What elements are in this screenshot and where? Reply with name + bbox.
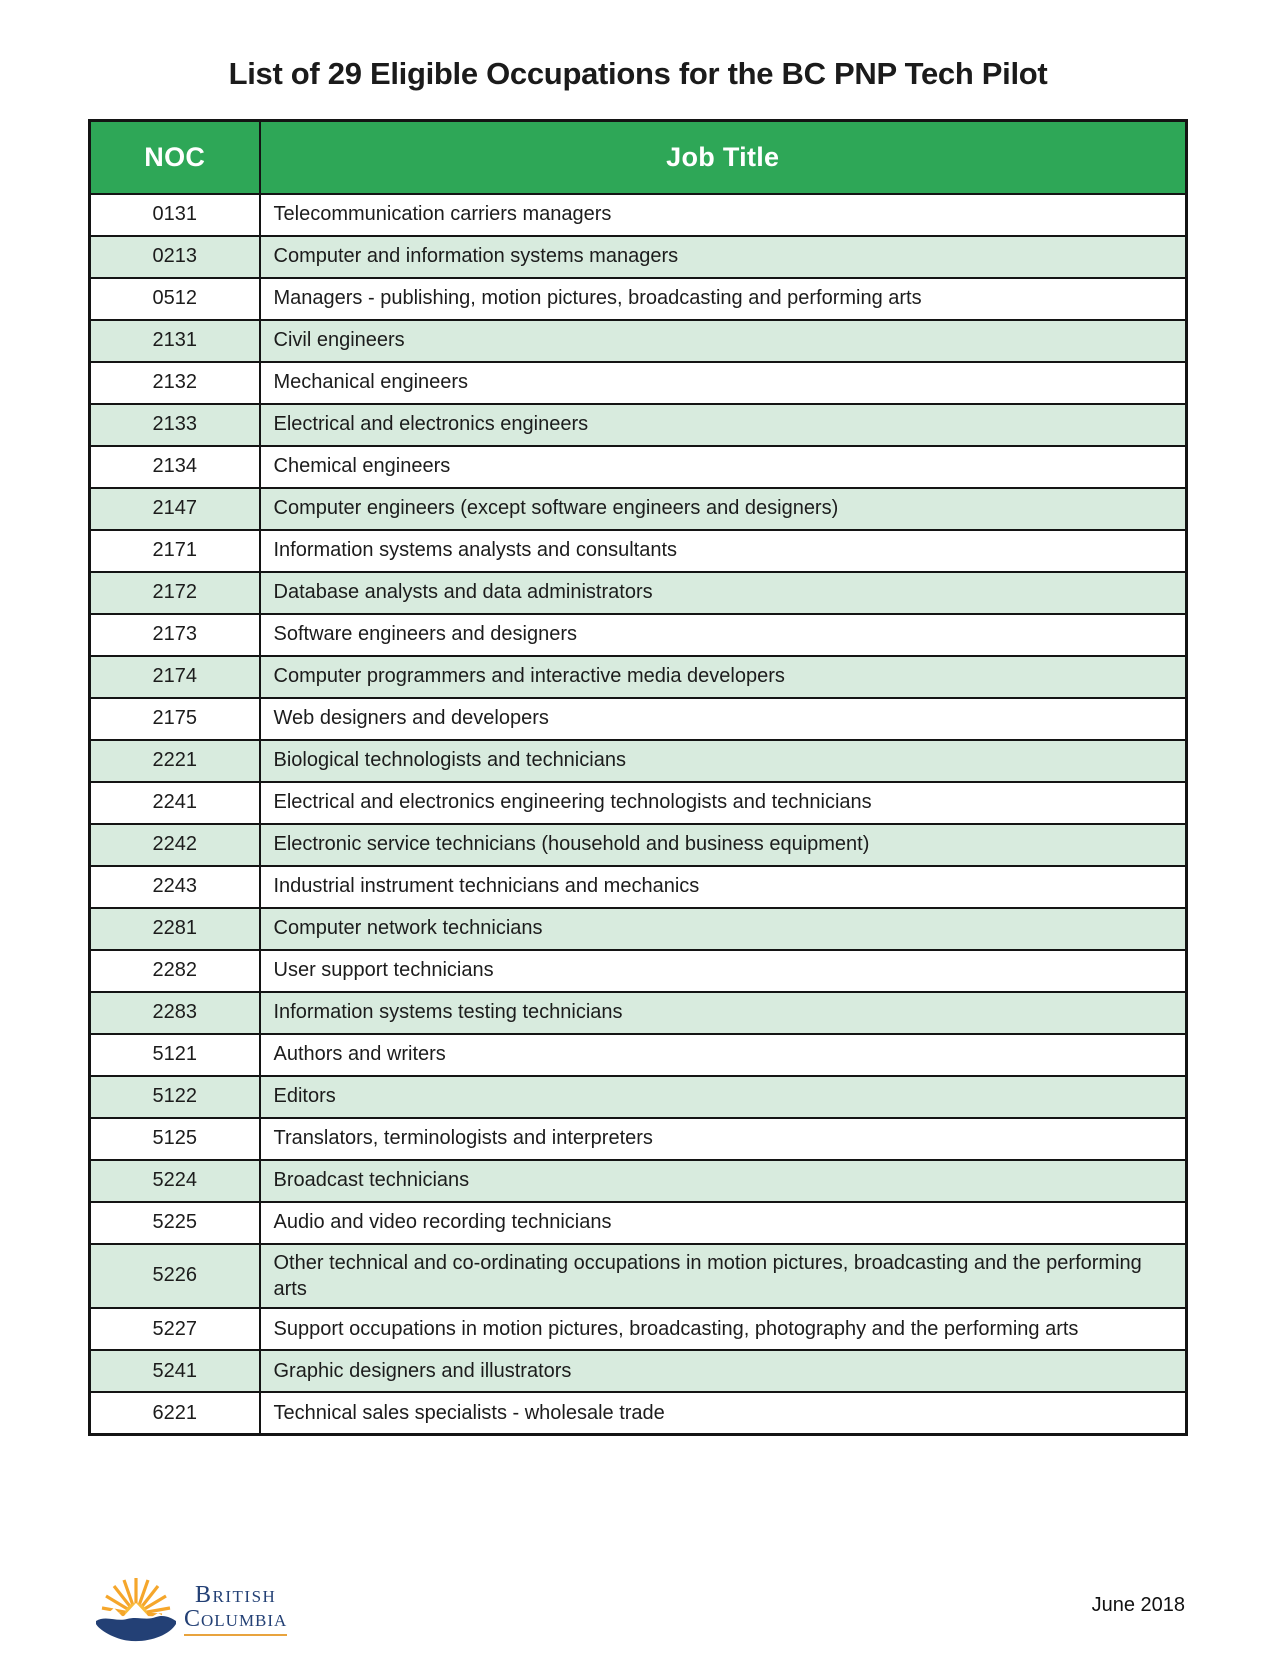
- noc-code-cell: 5125: [90, 1118, 260, 1160]
- job-title-cell: Graphic designers and illustrators: [260, 1350, 1187, 1392]
- table-row: [90, 278, 1187, 320]
- table-row: [90, 824, 1187, 866]
- job-title-cell: Authors and writers: [260, 1034, 1187, 1076]
- table-row: [90, 1202, 1187, 1244]
- occupations-table: [88, 119, 1188, 1436]
- table-row: [90, 740, 1187, 782]
- table-row: [90, 1118, 1187, 1160]
- noc-code-cell: 2171: [90, 530, 260, 572]
- job-title-cell: Other technical and co-ordinating occupations in motion pictures, broadcasting and the performing arts: [260, 1244, 1187, 1309]
- table-row: [90, 1308, 1187, 1350]
- noc-code-cell: 2243: [90, 866, 260, 908]
- occupations-table-body: [90, 194, 1187, 1435]
- noc-code-cell: 2134: [90, 446, 260, 488]
- job-title-cell: Computer and information systems managers: [260, 236, 1187, 278]
- page-footer: [0, 1566, 1280, 1656]
- table-row: [90, 698, 1187, 740]
- table-row: [90, 194, 1187, 236]
- table-row: [90, 950, 1187, 992]
- job-title-cell: Managers - publishing, motion pictures, broadcasting and performing arts: [260, 278, 1187, 320]
- bc-logo-line2: Columbia: [184, 1607, 287, 1636]
- noc-code-cell: 6221: [90, 1392, 260, 1434]
- job-title-cell: Telecommunication carriers managers: [260, 194, 1187, 236]
- noc-code-cell: 2282: [90, 950, 260, 992]
- table-row: [90, 404, 1187, 446]
- table-row: [90, 488, 1187, 530]
- footer-date: June 2018: [1091, 1594, 1185, 1616]
- noc-code-cell: 5226: [90, 1244, 260, 1309]
- noc-code-cell: 5224: [90, 1160, 260, 1202]
- table-header: [90, 121, 1187, 194]
- table-row: [90, 656, 1187, 698]
- table-row: [90, 1034, 1187, 1076]
- table-row: [90, 1244, 1187, 1309]
- job-title-cell: Civil engineers: [260, 320, 1187, 362]
- noc-code-cell: 0512: [90, 278, 260, 320]
- noc-code-cell: 5122: [90, 1076, 260, 1118]
- noc-code-cell: 2241: [90, 782, 260, 824]
- table-row: [90, 1160, 1187, 1202]
- table-row: [90, 1392, 1187, 1434]
- table-row: [90, 866, 1187, 908]
- noc-code-cell: 0131: [90, 194, 260, 236]
- bc-government-logo: [90, 1570, 287, 1648]
- job-title-cell: Electrical and electronics engineers: [260, 404, 1187, 446]
- job-title-cell: Software engineers and designers: [260, 614, 1187, 656]
- job-title-cell: Computer network technicians: [260, 908, 1187, 950]
- table-row: [90, 446, 1187, 488]
- header-cell-noc: NOC: [90, 121, 260, 194]
- job-title-cell: Biological technologists and technicians: [260, 740, 1187, 782]
- job-title-cell: Electronic service technicians (household and business equipment): [260, 824, 1187, 866]
- noc-code-cell: 5227: [90, 1308, 260, 1350]
- table-row: [90, 236, 1187, 278]
- noc-code-cell: 0213: [90, 236, 260, 278]
- job-title-cell: Database analysts and data administrators: [260, 572, 1187, 614]
- noc-code-cell: 2242: [90, 824, 260, 866]
- header-cell-job-title: Job Title: [260, 121, 1187, 194]
- table-row: [90, 782, 1187, 824]
- noc-code-cell: 2174: [90, 656, 260, 698]
- table-row: [90, 1350, 1187, 1392]
- table-row: [90, 320, 1187, 362]
- table-row: [90, 908, 1187, 950]
- job-title-cell: Audio and video recording technicians: [260, 1202, 1187, 1244]
- job-title-cell: Mechanical engineers: [260, 362, 1187, 404]
- job-title-cell: Web designers and developers: [260, 698, 1187, 740]
- job-title-cell: Editors: [260, 1076, 1187, 1118]
- noc-code-cell: 2147: [90, 488, 260, 530]
- bc-logo-line1: British: [195, 1581, 277, 1608]
- job-title-cell: Electrical and electronics engineering technologists and technicians: [260, 782, 1187, 824]
- job-title-cell: Broadcast technicians: [260, 1160, 1187, 1202]
- table-row: [90, 1076, 1187, 1118]
- noc-code-cell: 2133: [90, 404, 260, 446]
- table-header-row: [90, 121, 1187, 194]
- noc-code-cell: 2221: [90, 740, 260, 782]
- noc-code-cell: 2172: [90, 572, 260, 614]
- table-row: [90, 614, 1187, 656]
- job-title-cell: Computer programmers and interactive media developers: [260, 656, 1187, 698]
- job-title-cell: User support technicians: [260, 950, 1187, 992]
- noc-code-cell: 2283: [90, 992, 260, 1034]
- job-title-cell: Technical sales specialists - wholesale trade: [260, 1392, 1187, 1434]
- job-title-cell: Information systems testing technicians: [260, 992, 1187, 1034]
- noc-code-cell: 2132: [90, 362, 260, 404]
- table-row: [90, 362, 1187, 404]
- table-row: [90, 572, 1187, 614]
- table-row: [90, 530, 1187, 572]
- bc-sunburst-icon: [90, 1570, 182, 1648]
- noc-code-cell: 2173: [90, 614, 260, 656]
- noc-code-cell: 2175: [90, 698, 260, 740]
- job-title-cell: Support occupations in motion pictures, broadcasting, photography and the performing arts: [260, 1308, 1187, 1350]
- job-title-cell: Information systems analysts and consultants: [260, 530, 1187, 572]
- noc-code-cell: 2131: [90, 320, 260, 362]
- table-row: [90, 992, 1187, 1034]
- noc-code-cell: 2281: [90, 908, 260, 950]
- job-title-cell: Computer engineers (except software engineers and designers): [260, 488, 1187, 530]
- job-title-cell: Chemical engineers: [260, 446, 1187, 488]
- noc-code-cell: 5241: [90, 1350, 260, 1392]
- bc-logo-wordmark: [184, 1583, 287, 1636]
- noc-code-cell: 5225: [90, 1202, 260, 1244]
- job-title-cell: Industrial instrument technicians and mechanics: [260, 866, 1187, 908]
- page-title: List of 29 Eligible Occupations for the BC PNP Tech Pilot: [228, 56, 1048, 91]
- job-title-cell: Translators, terminologists and interpreters: [260, 1118, 1187, 1160]
- noc-code-cell: 5121: [90, 1034, 260, 1076]
